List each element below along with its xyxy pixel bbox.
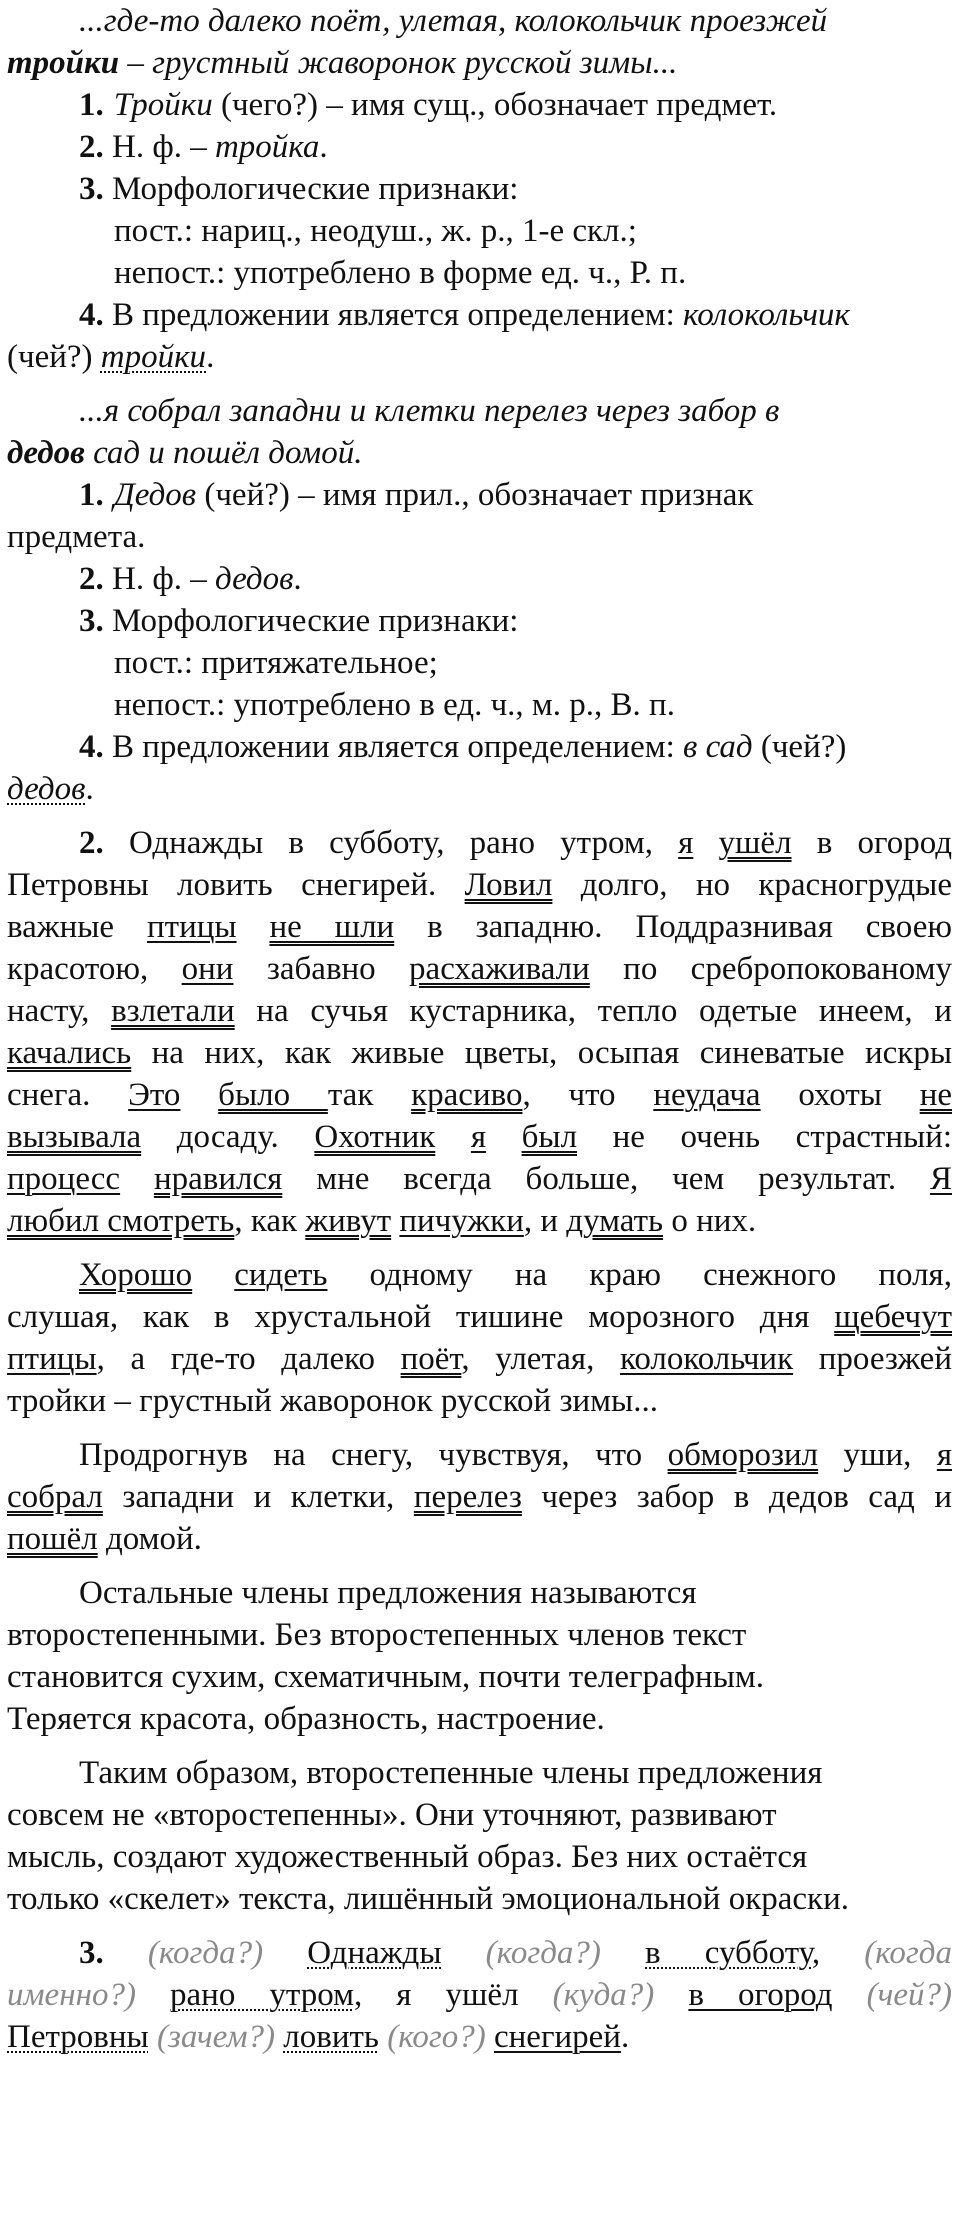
text-run: тройки – грустный жаворонок русской зимы...	[7, 1383, 658, 1419]
quote-line	[7, 42, 952, 84]
initial-form: тройка	[214, 129, 320, 165]
text-run: охоты	[760, 1077, 920, 1113]
text-run: ,	[811, 1935, 865, 1971]
text-line	[7, 1698, 952, 1740]
analyzed-word: дедов	[7, 435, 85, 471]
text-run: , улетая,	[461, 1341, 620, 1377]
text-run	[192, 1257, 234, 1293]
underlined-word: колокольчик	[620, 1341, 794, 1377]
question-label: (чей?)	[866, 1977, 952, 2013]
underlined-word: сидеть	[234, 1257, 328, 1293]
underlined-word: я	[936, 1437, 952, 1473]
paragraph-khorosho	[7, 1254, 952, 1422]
underlined-word: Петровны	[7, 2019, 149, 2055]
text-run: забавно	[233, 951, 410, 987]
quote-text: ...я собрал западни и клетки перелез через забор в	[79, 393, 780, 429]
text-run: , и	[523, 1203, 567, 1239]
point-number: 3.	[79, 171, 104, 207]
point-text: непост.: употреблено в ед. ч., м. р., В. п.	[114, 687, 675, 723]
underlined-word: я	[678, 825, 694, 861]
text-run	[180, 1077, 218, 1113]
analysis-dedov	[7, 390, 952, 810]
point-text: (чей?) – имя прил., обозначает признак	[196, 477, 754, 513]
text-run: по сребропокованому	[589, 951, 952, 987]
underlined-word: ловить	[283, 2019, 379, 2055]
text-run: через забор в дедов сад и	[521, 1479, 952, 1515]
underlined-word: обморозил	[667, 1437, 819, 1473]
underlined-word: взлетали	[111, 993, 235, 1029]
text-line	[7, 1254, 952, 1296]
underlined-word: Однажды	[307, 1935, 442, 1971]
analysis-point-1	[7, 474, 952, 516]
point-text: Морфологические признаки:	[103, 171, 519, 207]
text-line	[7, 1434, 952, 1476]
quote-text: сад и пошёл домой.	[84, 435, 363, 471]
analysis-point-3	[7, 168, 952, 210]
text-line	[7, 1296, 952, 1338]
variable-features	[7, 684, 952, 726]
underlined-word: щебечут	[834, 1299, 952, 1335]
underlined-word: в огород	[688, 1977, 833, 2013]
text-line	[7, 948, 952, 990]
underlined-word: поёт	[400, 1341, 462, 1377]
text-run: одному на краю снежного поля,	[327, 1257, 952, 1293]
analysis-point-1	[7, 84, 952, 126]
text-run: на сучья кустарника, тепло одетые инеем, и	[234, 993, 952, 1029]
text-line	[7, 1200, 952, 1242]
text-run: не очень страстный:	[577, 1119, 953, 1155]
underlined-word: любил смотреть	[7, 1203, 235, 1239]
question-label: (когда?)	[147, 1935, 264, 1971]
point-number: 4.	[79, 729, 104, 765]
text-line	[7, 1476, 952, 1518]
text-run	[601, 1935, 645, 1971]
initial-form: дедов	[214, 561, 294, 597]
underlined-word: красиво	[411, 1077, 523, 1113]
underlined-word: качались	[7, 1035, 132, 1071]
underlined-word: пошёл	[7, 1521, 98, 1557]
analyzed-word: Тройки	[113, 87, 213, 123]
text-run: второстепенными. Без второстепенных членов текст	[7, 1617, 747, 1653]
text-run: , как	[234, 1203, 306, 1239]
attribute-word: тройки	[100, 339, 207, 375]
underlined-word: неудача	[653, 1077, 761, 1113]
point-text: В предложении является определением:	[103, 297, 684, 333]
text-run	[833, 1977, 867, 2013]
underlined-word: я	[470, 1119, 487, 1155]
point-number: 2.	[79, 561, 104, 597]
underlined-word: Хорошо	[79, 1257, 193, 1293]
text-run: слушая, как в хрустальной тишине морозного дня	[7, 1299, 835, 1335]
text-line	[7, 1878, 952, 1920]
text-run: Остальные члены предложения называются	[79, 1575, 697, 1611]
task-2-text	[7, 822, 952, 1920]
text-run: западни и клетки,	[102, 1479, 414, 1515]
underlined-word: думать	[566, 1203, 664, 1239]
underlined-word: не шли	[269, 909, 395, 945]
text-line	[7, 1074, 952, 1116]
text-run	[149, 2019, 157, 2055]
analysis-point-2	[7, 126, 952, 168]
quote-line	[7, 0, 952, 42]
underlined-word: нравился	[153, 1161, 283, 1197]
text-line	[7, 990, 952, 1032]
text-run: Теряется красота, образность, настроение.	[7, 1701, 605, 1737]
text-run: проезжей	[793, 1341, 952, 1377]
text-line	[7, 1752, 952, 1794]
paragraph-ostalnye	[7, 1572, 952, 1740]
point-text: пост.: притяжательное;	[114, 645, 438, 681]
analysis-point-4	[7, 726, 952, 768]
quote-line	[7, 390, 952, 432]
attribute-word: дедов	[7, 771, 86, 807]
underlined-word: снегирей	[494, 2019, 621, 2055]
point-text: (чего?) – имя сущ., обозначает предмет.	[212, 87, 778, 123]
analysis-point-4-cont	[7, 768, 952, 810]
text-run: важные	[7, 909, 147, 945]
question-label: (кого?)	[387, 2019, 486, 2055]
text-line	[7, 822, 952, 864]
text-run	[136, 1977, 170, 2013]
point-number: 1.	[79, 87, 104, 123]
underlined-word: был	[521, 1119, 578, 1155]
underlined-word: Это	[128, 1077, 181, 1113]
text-line	[7, 1656, 952, 1698]
text-run	[435, 1119, 471, 1155]
quote-text: – грустный жаворонок русской зимы...	[119, 45, 678, 81]
text-line	[7, 1338, 952, 1380]
text-run: , что	[522, 1077, 654, 1113]
point-number: 3.	[79, 603, 104, 639]
punctuation: .	[293, 561, 302, 597]
task-3	[7, 1932, 952, 2058]
text-run: так	[327, 1077, 412, 1113]
text-run: домой.	[97, 1521, 202, 1557]
question-label: (когда?)	[485, 1935, 601, 1971]
analyzed-word: Дедов	[113, 477, 197, 513]
underlined-word: было	[218, 1077, 328, 1113]
text-run	[379, 2019, 387, 2055]
text-run: в огород	[791, 825, 953, 861]
text-run: о них.	[663, 1203, 757, 1239]
text-run: снега.	[7, 1077, 129, 1113]
constant-features	[7, 642, 952, 684]
text-run: долго, но красногрудые	[552, 867, 952, 903]
task-3-paragraph	[7, 1932, 952, 2058]
text-line	[7, 1380, 952, 1422]
paragraph-takim-obrazom	[7, 1752, 952, 1920]
text-line	[7, 1932, 952, 1974]
point-text: непост.: употреблено в форме ед. ч., Р. п.	[114, 255, 687, 291]
text-run	[486, 2019, 494, 2055]
analysis-point-4-cont	[7, 336, 952, 378]
question-label: (когда	[864, 1935, 953, 1971]
text-line	[7, 2016, 952, 2058]
text-run	[486, 1119, 522, 1155]
text-run: Однажды в субботу, рано утром,	[128, 825, 679, 861]
paragraph-prodrognuv	[7, 1434, 952, 1560]
analysis-point-1-cont	[7, 516, 952, 558]
text-line	[7, 1794, 952, 1836]
text-run: Продрогнув на снегу, чувствуя, что	[79, 1437, 668, 1473]
point-text: Н. ф. –	[103, 561, 215, 597]
text-run: насту,	[7, 993, 112, 1029]
point-text: (чей?)	[7, 339, 101, 375]
underlined-word: живут	[305, 1203, 392, 1239]
point-number: 1.	[79, 477, 104, 513]
text-run: мне всегда больше, чем результат.	[282, 1161, 930, 1197]
text-line	[7, 1572, 952, 1614]
question-label: (зачем?)	[156, 2019, 276, 2055]
point-text: предмета.	[7, 519, 146, 555]
question-label: именно?)	[7, 1977, 136, 2013]
point-text: Н. ф. –	[103, 129, 215, 165]
text-run: , я ушёл	[353, 1977, 553, 2013]
text-run	[654, 1977, 688, 2013]
point-text: Морфологические признаки:	[103, 603, 519, 639]
task-2-paragraph	[7, 822, 952, 1242]
underlined-word: не	[919, 1077, 952, 1113]
text-line	[7, 906, 952, 948]
underlined-word: птицы	[146, 909, 237, 945]
underlined-word: птицы	[7, 1341, 97, 1377]
text-run: .	[620, 2019, 630, 2055]
point-text: (чей?)	[752, 729, 847, 765]
text-run: в западню. Поддразнивая своею	[394, 909, 952, 945]
underlined-word: они	[181, 951, 234, 987]
constant-features	[7, 210, 952, 252]
text-run	[237, 909, 270, 945]
text-line	[7, 1836, 952, 1878]
text-run: Петровны ловить снегирей.	[7, 867, 465, 903]
point-text: пост.: нариц., неодуш., ж. р., 1-е скл.;	[114, 213, 637, 249]
head-word: в сад	[683, 729, 753, 765]
underlined-word: Охотник	[314, 1119, 436, 1155]
punctuation: .	[206, 339, 215, 375]
text-run: досаду.	[141, 1119, 315, 1155]
quote-text: ...где-то далеко поёт, улетая, колокольчик проезжей	[79, 3, 828, 39]
underlined-word: ушёл	[718, 825, 792, 861]
text-line	[7, 1974, 952, 2016]
head-word: колокольчик	[683, 297, 850, 333]
underlined-word: в субботу	[645, 1935, 812, 1971]
text-run	[693, 825, 718, 861]
text-run: на них, как живые цветы, осыпая синеватые искры	[131, 1035, 952, 1071]
underlined-word: Ловил	[464, 867, 553, 903]
text-run	[263, 1935, 307, 1971]
text-line	[7, 1158, 952, 1200]
underlined-word: рано утром	[170, 1977, 354, 2013]
underlined-word: Я	[929, 1161, 952, 1197]
analyzed-word: тройки	[7, 45, 120, 81]
task-number: 2.	[79, 825, 129, 861]
text-run	[442, 1935, 486, 1971]
analysis-troyki	[7, 0, 952, 378]
point-number: 2.	[79, 129, 104, 165]
punctuation: .	[319, 129, 328, 165]
text-run: мысль, создают художественный образ. Без них остаётся	[7, 1839, 808, 1875]
text-run: только «скелет» текста, лишённый эмоциональной окраски.	[7, 1881, 849, 1917]
text-line	[7, 1032, 952, 1074]
task-number: 3.	[79, 1935, 148, 1971]
underlined-word: пичужки	[399, 1203, 524, 1239]
text-line	[7, 1116, 952, 1158]
analysis-point-3	[7, 600, 952, 642]
text-run: становится сухим, схематичным, почти телеграфным.	[7, 1659, 765, 1695]
text-run: совсем не «второстепенны». Они уточняют, развивают	[7, 1797, 777, 1833]
quote-line	[7, 432, 952, 474]
text-run: уши,	[818, 1437, 937, 1473]
text-run	[120, 1161, 154, 1197]
text-line	[7, 1518, 952, 1560]
underlined-word: расхаживали	[409, 951, 590, 987]
underlined-word: процесс	[7, 1161, 121, 1197]
text-run: , а где-то далеко	[96, 1341, 401, 1377]
underlined-word: вызывала	[7, 1119, 142, 1155]
underlined-word: собрал	[7, 1479, 103, 1515]
analysis-point-2	[7, 558, 952, 600]
punctuation: .	[85, 771, 94, 807]
text-run: красотою,	[7, 951, 182, 987]
point-text: В предложении является определением:	[103, 729, 684, 765]
text-line	[7, 1614, 952, 1656]
text-line	[7, 864, 952, 906]
point-number: 4.	[79, 297, 104, 333]
variable-features	[7, 252, 952, 294]
question-label: (куда?)	[552, 1977, 655, 2013]
text-run: Таким образом, второстепенные члены предложения	[79, 1755, 823, 1791]
analysis-point-4	[7, 294, 952, 336]
underlined-word: перелез	[413, 1479, 522, 1515]
